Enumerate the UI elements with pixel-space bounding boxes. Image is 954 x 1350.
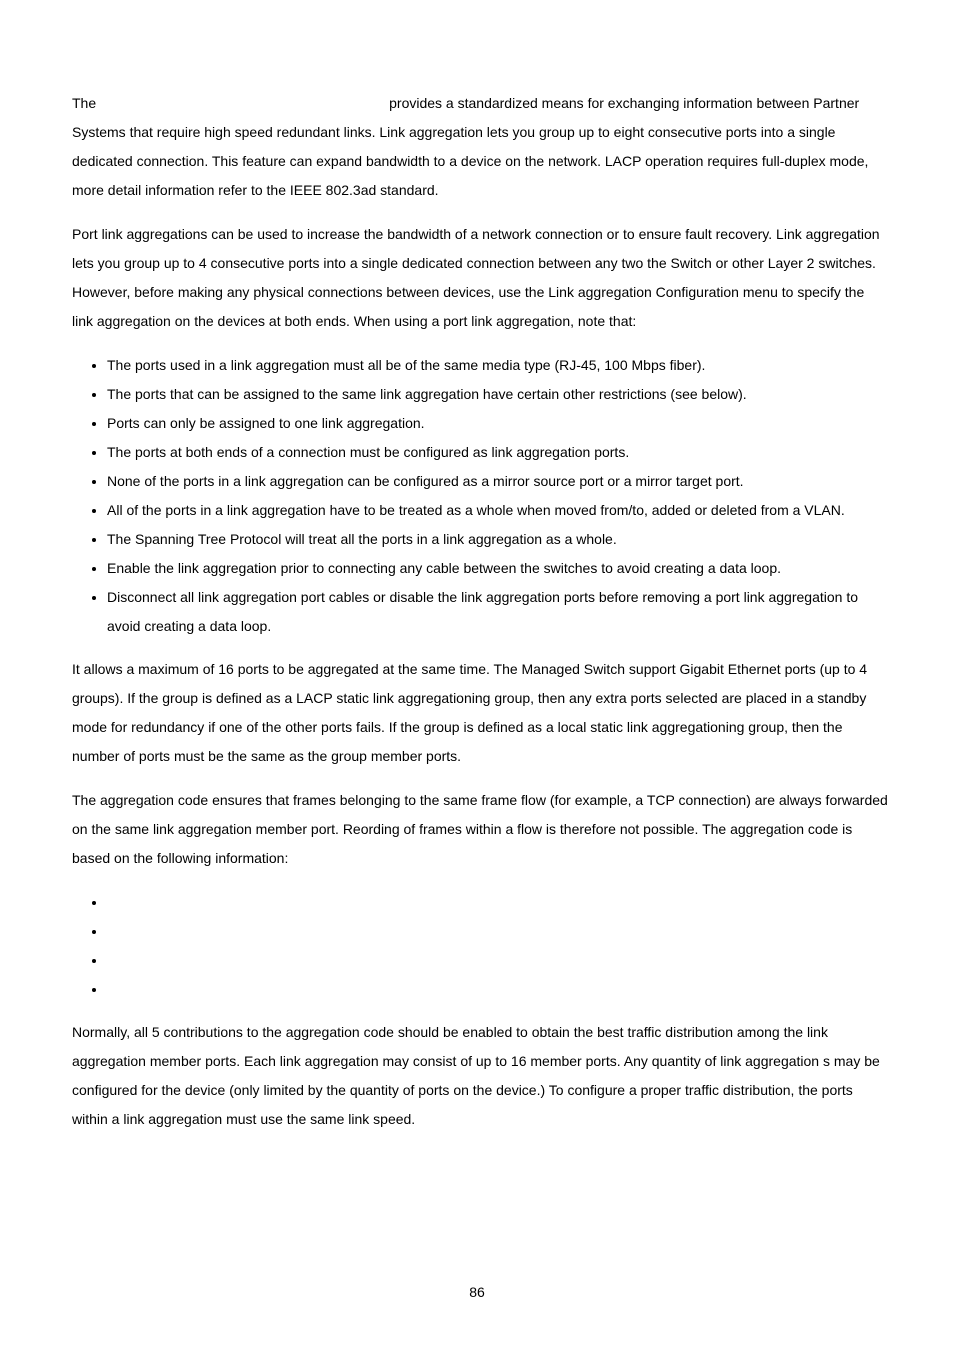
list-item: • Enable the link aggregation prior to connecting any cable between the switches to avoid creating a data loop.: [107, 554, 888, 583]
aggregation-inputs-list: [72, 888, 888, 1004]
list-item: • The ports that can be assigned to the same link aggregation have certain other restrictions (see below).: [107, 380, 888, 409]
list-item: • The Spanning Tree Protocol will treat all the ports in a link aggregation as a whole.: [107, 525, 888, 554]
paragraph-aggregation-code: The aggregation code ensures that frames belonging to the same frame flow (for example, a TCP connection) are always forwarded on the same link aggregation member port. Reording of frames within a flow is therefore not possible. The aggregation code is based on the following information:: [72, 792, 888, 866]
intro-paragraph: [72, 89, 888, 205]
intro-rest: provides a standardized means for exchanging information between Partner Systems that require high speed redundant links. Link aggregation lets you group up to eight consecutive ports into a single dedicated connection. This feature can expand bandwidth to a device on the network. LACP operation requires full-duplex mode, more detail information refer to the IEEE 802.3ad standard.: [72, 95, 869, 198]
list-item: [107, 917, 888, 946]
list-item: • Disconnect all link aggregation port cables or disable the link aggregation ports before removing a port link aggregation to avoid creating a data loop.: [107, 583, 888, 641]
list-item: • The ports at both ends of a connection must be configured as link aggregation ports.: [107, 438, 888, 467]
aggregation-notes-list: [72, 351, 888, 641]
list-item: • Ports can only be assigned to one link aggregation.: [107, 409, 888, 438]
paragraph-port-link-aggregations: Port link aggregations can be used to increase the bandwidth of a network connection or to ensure fault recovery. Link aggregation lets you group up to 4 consecutive ports into a single dedicated connection between any two the Switch or other Layer 2 switches. However, before making any physical connections between devices, use the Link aggregation Configuration menu to specify the link aggregation on the devices at both ends. When using a port link aggregation, note that:: [72, 226, 880, 329]
document-body: [72, 89, 888, 1149]
list-item: • The ports used in a link aggregation must all be of the same media type (RJ-45, 100 Mbps fiber).: [107, 351, 888, 380]
page-number: 86: [469, 1284, 485, 1300]
list-item: [107, 888, 888, 917]
list-item: • All of the ports in a link aggregation have to be treated as a whole when moved from/to, added or deleted from a VLAN.: [107, 496, 888, 525]
list-item: • None of the ports in a link aggregation can be configured as a mirror source port or a mirror target port.: [107, 467, 888, 496]
list-item: [107, 975, 888, 1004]
list-item: [107, 946, 888, 975]
intro-lead: The: [72, 95, 97, 111]
paragraph-maximum-ports: It allows a maximum of 16 ports to be aggregated at the same time. The Managed Switch support Gigabit Ethernet ports (up to 4 groups). If the group is defined as a LACP static link aggregationing group, then any extra ports selected are placed in a standby mode for redundancy if one of the other ports fails. If the group is defined as a local static link aggregationing group, then the number of ports must be the same as the group member ports.: [72, 661, 868, 764]
paragraph-contributions: Normally, all 5 contributions to the aggregation code should be enabled to obtain the best traffic distribution among the link aggregation member ports. Each link aggregation may consist of up to 16 member ports. Any quantity of link aggregation s may be configured for the device (only limited by the quantity of ports on the device.) To configure a proper traffic distribution, the ports within a link aggregation must use the same link speed.: [72, 1024, 880, 1127]
